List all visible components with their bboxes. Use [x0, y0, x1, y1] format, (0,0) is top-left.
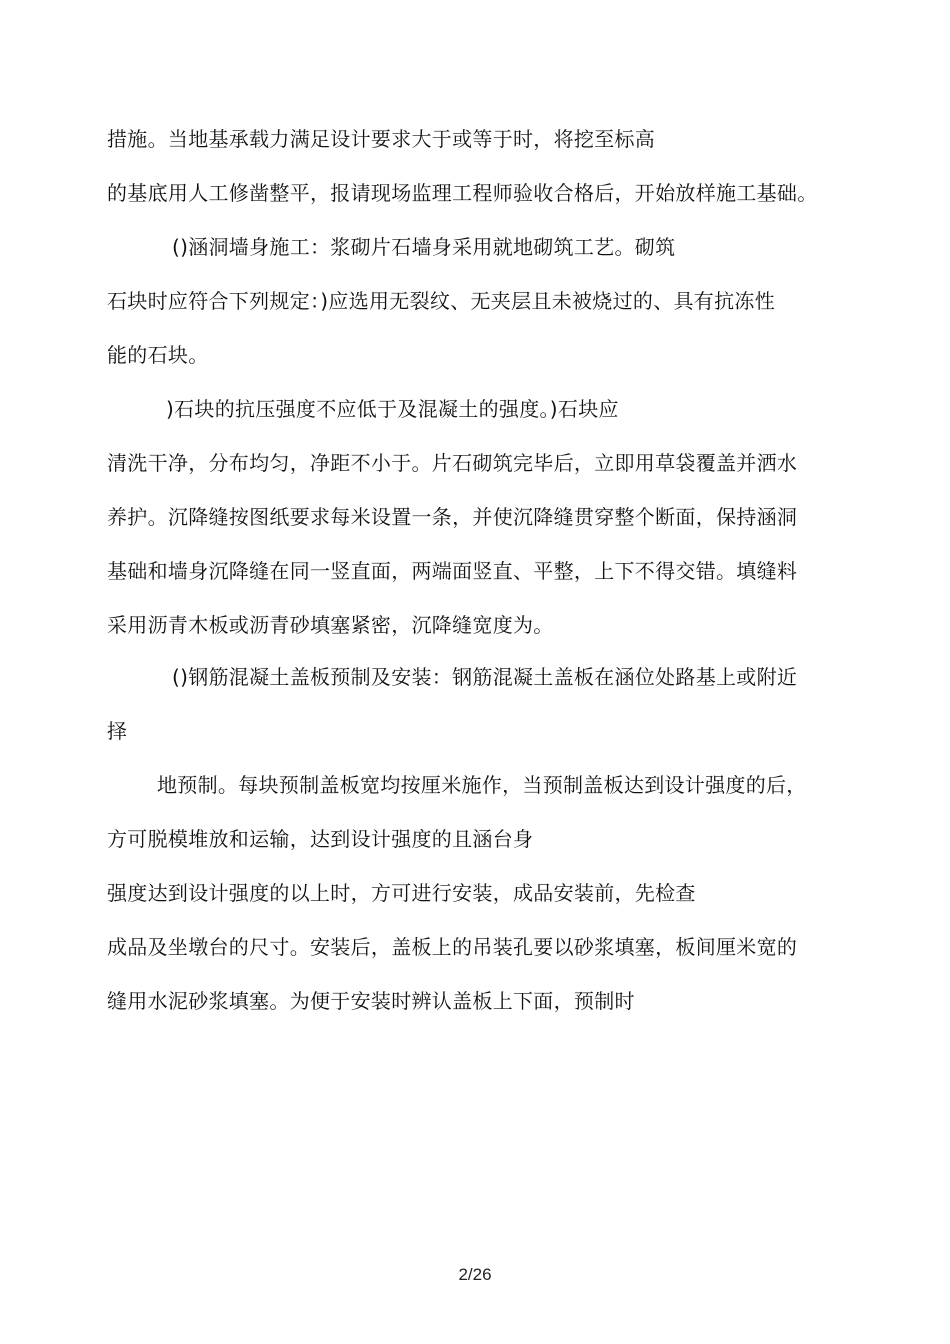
paragraph-line: 地预制。每块预制盖板宽均按厘米施作，当预制盖板达到设计强度的后，	[157, 773, 807, 797]
paragraph-line: ()涵洞墙身施工：浆砌片石墙身采用就地砌筑工艺。砌筑	[172, 235, 676, 259]
paragraph-line: 措施。当地基承载力满足设计要求大于或等于时，将挖至标高	[107, 127, 656, 151]
paragraph-line: 择	[107, 719, 128, 743]
paragraph-line: 强度达到设计强度的以上时，方可进行安装，成品安装前，先检查	[107, 881, 696, 905]
paragraph-line: 采用沥青木板或沥青砂填塞紧密，沉降缝宽度为。	[107, 613, 554, 637]
paragraph-line: 的基底用人工修凿整平，报请现场监理工程师验收合格后，开始放样施工基础。	[107, 181, 818, 205]
page-number: 2/26	[458, 1265, 492, 1284]
paragraph-line: 清洗干净，分布均匀，净距不小于。片石砌筑完毕后，立即用草袋覆盖并洒水	[107, 451, 798, 475]
paragraph-line: 养护。沉降缝按图纸要求每米设置一条，并使沉降缝贯穿整个断面，保持涵洞	[107, 505, 798, 529]
paragraph-line: )石块的抗压强度不应低于及混凝土的强度。)石块应	[166, 397, 619, 421]
paragraph-line: ()钢筋混凝土盖板预制及安装：钢筋混凝土盖板在涵位处路基上或附近	[172, 665, 798, 689]
paragraph-line: 基础和墙身沉降缝在同一竖直面，两端面竖直、平整，上下不得交错。填缝料	[107, 559, 798, 583]
paragraph-line: 能的石块。	[107, 343, 209, 367]
paragraph-line: 缝用水泥砂浆填塞。为便于安装时辨认盖板上下面，预制时	[107, 989, 635, 1013]
paragraph-line: 石块时应符合下列规定：)应选用无裂纹、无夹层且未被烧过的、具有抗冻性	[107, 289, 776, 313]
paragraph-line: 方可脱模堆放和运输，达到设计强度的且涵台身	[107, 827, 534, 851]
paragraph-line: 成品及坐墩台的尺寸。安装后，盖板上的吊装孔要以砂浆填塞，板间厘米宽的	[107, 935, 798, 959]
